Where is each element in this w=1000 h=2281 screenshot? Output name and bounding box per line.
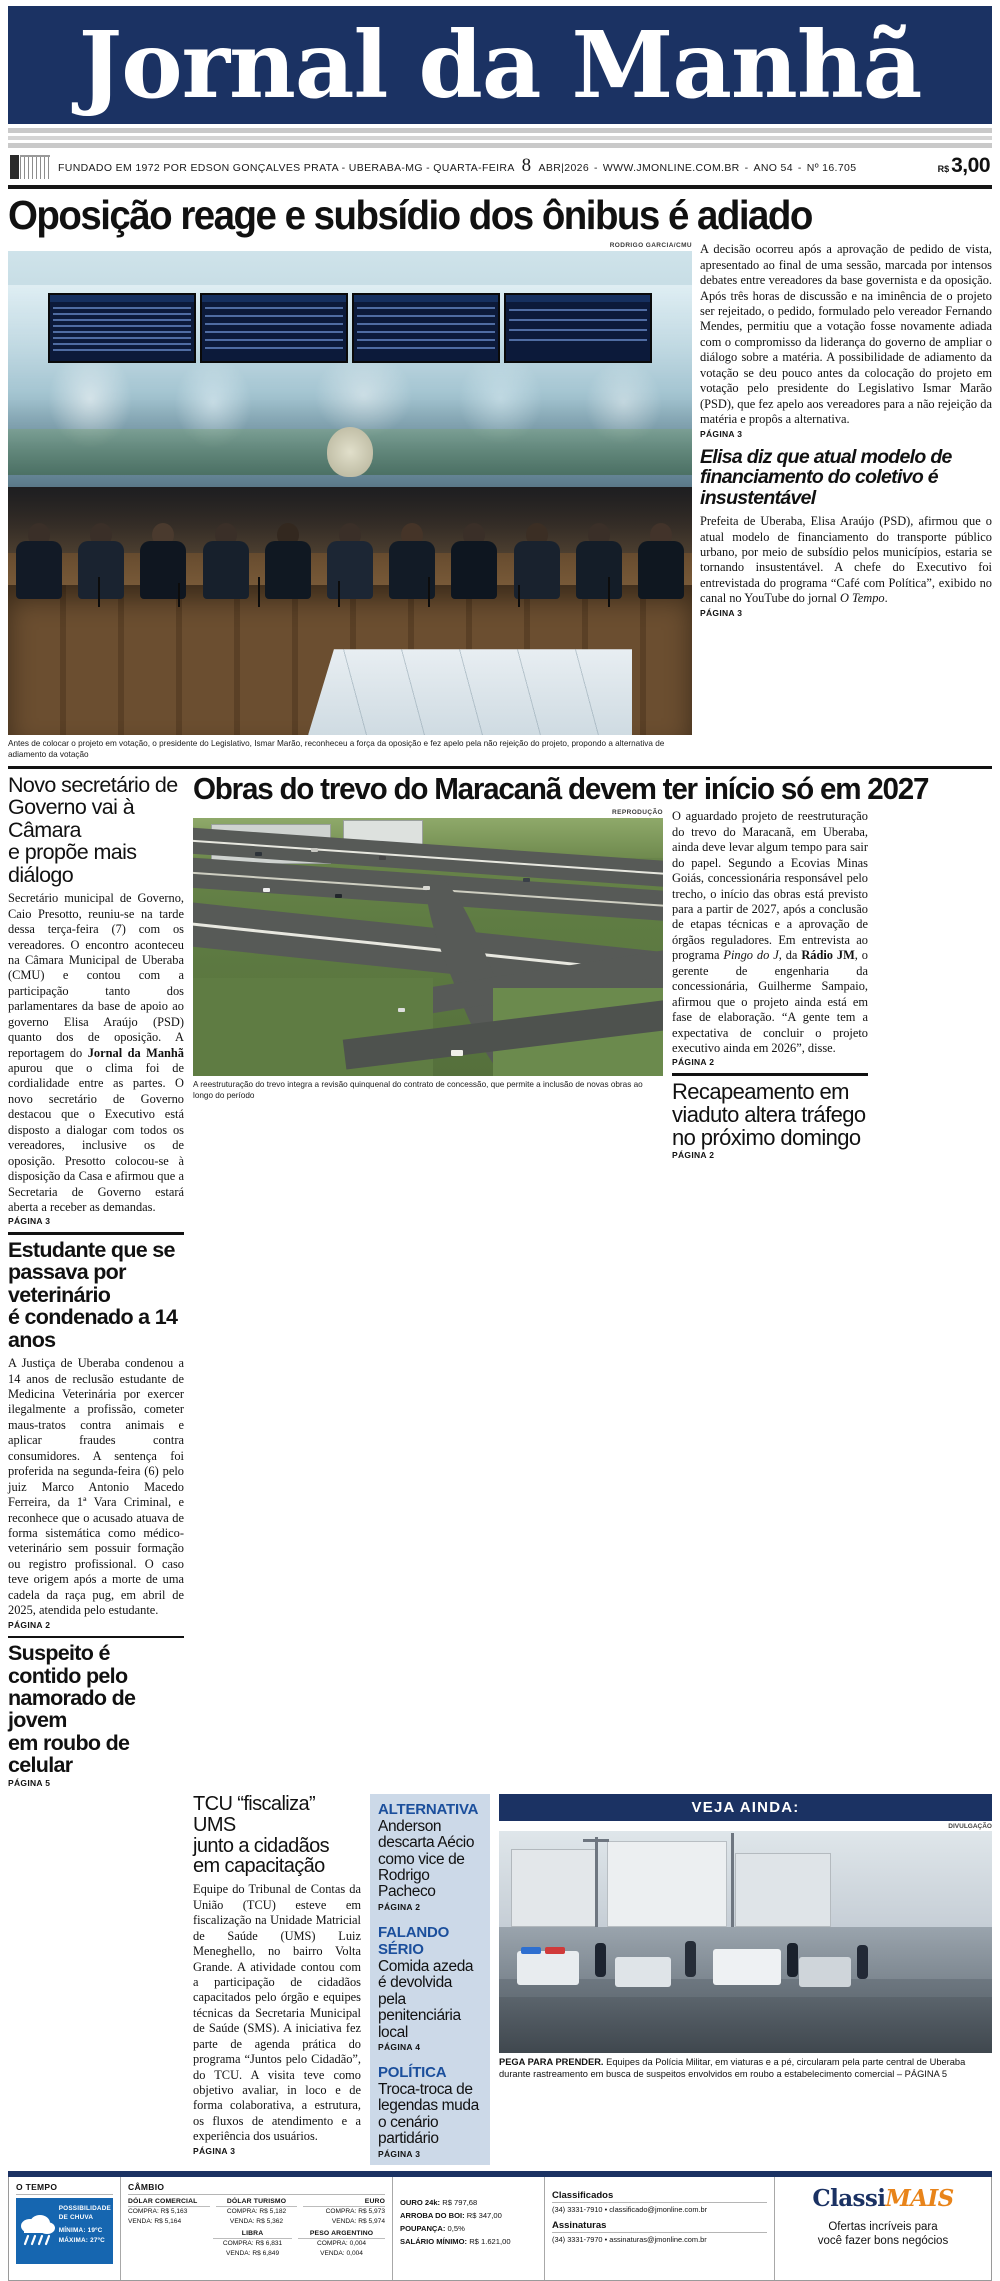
chamber-screens-icon bbox=[48, 293, 652, 363]
trevo-photo-credit: REPRODUÇÃO bbox=[612, 809, 663, 817]
secretario-headline-l1: Novo secretário de bbox=[8, 772, 178, 797]
secretario-body-b: apurou que o clima foi de cordialidade entre as partes. O novo secretário de Governo destacou que o Executivo está disposto a dialogar com todos os vereadores, inclusive os de oposição. Presotto colocou-se à disposição da Casa e afirmou que a Secretaria de Governo estará aberta a receber as demandas. bbox=[8, 1061, 184, 1214]
brief-kicker-2: POLÍTICA bbox=[378, 2064, 447, 2082]
index-label-2: POUPANÇA: bbox=[400, 2223, 446, 2233]
trevo-photo bbox=[193, 818, 663, 1076]
masthead-title: Jornal da Manhã bbox=[78, 11, 922, 119]
currency-name-3: LIBRA bbox=[213, 2230, 292, 2239]
contact-value-1[interactable]: (34) 3331-7970 • assinaturas@jmonline.com.br bbox=[552, 2234, 707, 2244]
veja-ainda-title: VEJA AINDA: bbox=[499, 1794, 992, 1821]
suspeito-divider bbox=[8, 1636, 184, 1639]
secretario-headline-l2: Governo vai à Câmara bbox=[8, 795, 135, 842]
top-block bbox=[8, 242, 992, 760]
price-value: 3,00 bbox=[951, 154, 990, 177]
currency-name-4: PESO ARGENTINO bbox=[298, 2230, 385, 2239]
year-label: ANO 54 bbox=[753, 162, 793, 174]
veja-ainda-caption bbox=[499, 2053, 992, 2081]
secretario-body-a: Secretário municipal de Governo, Caio Presotto, reuniu-se na tarde dessa terça-feira (7) com os vereadores. O encontro aconteceu na Câmara Municipal de Uberaba (CMU) e contou com a participação tanto dos parlamentares da base de apoio ao governo Elisa Araújo (PSD) quanto dos de oposição. A reportagem do bbox=[8, 891, 184, 1060]
masthead bbox=[8, 6, 992, 124]
suspeito-page-ref[interactable]: PÁGINA 5 bbox=[8, 1777, 51, 1788]
suspeito-headline-l1: Suspeito é contido pelo bbox=[8, 1641, 128, 1688]
tcu-headline[interactable] bbox=[193, 1794, 361, 1878]
veja-photo-credit: DIVULGAÇÃO bbox=[948, 1822, 992, 1830]
currency-buy-4: COMPRA: 0,004 bbox=[316, 2239, 367, 2247]
trevo-section bbox=[193, 771, 992, 1788]
veja-ainda-section bbox=[499, 1794, 992, 2165]
sep-1: - bbox=[594, 162, 598, 174]
elisa-page-ref[interactable]: PÁGINA 3 bbox=[700, 607, 743, 618]
lead-photo-column bbox=[8, 242, 692, 760]
trevo-photo-row bbox=[193, 809, 992, 1159]
contact-value-0[interactable]: (34) 3331-7910 • classificado@jmonline.com.br bbox=[552, 2204, 708, 2214]
suspeito-headline-l2: namorado de jovem bbox=[8, 1685, 136, 1733]
recapeamento-headline[interactable] bbox=[672, 1080, 868, 1149]
index-row-1 bbox=[400, 2209, 537, 2222]
currency-cell bbox=[121, 2177, 393, 2280]
index-label-0: OURO 24k: bbox=[400, 2197, 441, 2207]
elisa-body-part1: Prefeita de Uberaba, Elisa Araújo (PSD), afirmou que o atual modelo de financiamento do transporte público urbano, por meio de subsídio pelos municípios, estaria se tornando insustentável. A chefe do Executivo foi entrevistada do programa “Café com Política”, exibido no canal no YouTube do jornal bbox=[700, 514, 992, 606]
indices-cell bbox=[393, 2177, 545, 2280]
trevo-page-ref[interactable]: PÁGINA 2 bbox=[672, 1057, 715, 1068]
secretario-headline[interactable] bbox=[8, 774, 184, 886]
rain-cloud-icon bbox=[16, 2198, 59, 2264]
weather-min: MÍNIMA: 19ºC bbox=[58, 2227, 103, 2235]
currency-name-2: EURO bbox=[303, 2198, 385, 2207]
mid-divider bbox=[8, 766, 992, 769]
veja-caption-lead: PEGA PARA PRENDER. bbox=[499, 2056, 604, 2067]
trevo-body-3: , o gerente de engenharia da concessionária, Guilherme Sampaio, afirmou que o projeto ainda está em fase de elaboração. “A gente tem a expectativa de concluir o projeto executivo ainda em 2026”, disse. bbox=[672, 948, 868, 1055]
index-value-3: R$ 1.621,00 bbox=[467, 2236, 511, 2246]
trevo-photo-column bbox=[193, 809, 663, 1159]
estudante-headline-l2: passava por veterinário bbox=[8, 1260, 126, 1307]
tcu-page-ref[interactable]: PÁGINA 3 bbox=[193, 2145, 236, 2156]
recapeamento-divider bbox=[672, 1073, 868, 1076]
mid-block bbox=[8, 771, 992, 1788]
index-label-3: SALÁRIO MÍNIMO: bbox=[400, 2236, 468, 2246]
founded-text: FUNDADO EM 1972 POR EDSON GONÇALVES PRATA - UBERABA-MG - QUARTA-FEIRA bbox=[58, 162, 515, 174]
tcu-headline-l3: em capacitação bbox=[193, 1855, 325, 1878]
sep-2: - bbox=[744, 162, 749, 174]
contact-title-1: Assinaturas bbox=[552, 2220, 767, 2233]
index-label-1: ARROBA DO BOI: bbox=[400, 2210, 465, 2220]
estudante-headline-l1: Estudante que se bbox=[8, 1237, 175, 1262]
index-row-3 bbox=[400, 2235, 537, 2248]
recapeamento-headline-l2: viaduto altera tráfego bbox=[672, 1101, 866, 1127]
brief-item-0[interactable] bbox=[378, 1801, 482, 1912]
currency-sell-2: VENDA: R$ 5,974 bbox=[331, 2217, 386, 2225]
elisa-body bbox=[700, 514, 992, 607]
veja-ainda-photo bbox=[499, 1831, 992, 2053]
classimais-promo[interactable] bbox=[775, 2177, 991, 2280]
info-bar bbox=[8, 148, 992, 182]
secretario-body-bold: Jornal da Manhã bbox=[87, 1045, 184, 1060]
currency-sell-3: VENDA: R$ 6,849 bbox=[225, 2249, 280, 2257]
estudante-page-ref[interactable]: PÁGINA 2 bbox=[8, 1619, 51, 1630]
price bbox=[938, 154, 990, 178]
price-currency: R$ bbox=[937, 164, 950, 174]
index-row-0 bbox=[400, 2196, 537, 2209]
website-text[interactable]: WWW.JMONLINE.COM.BR bbox=[602, 162, 740, 174]
brief-kicker-0: ALTERNATIVA bbox=[378, 1800, 479, 1818]
brief-item-1[interactable] bbox=[378, 1924, 482, 2052]
brief-item-2[interactable] bbox=[378, 2064, 482, 2159]
trevo-text-column bbox=[672, 809, 868, 1159]
estudante-headline-l3: é condenado a 14 anos bbox=[8, 1305, 178, 1352]
trevo-body-1: O aguardado projeto de reestruturação do trevo do Maracanã, em Uberaba, ainda deve levar algum tempo para sair do papel. Segundo a Ecovias Minas Goiás, concessionária responsável pelo trecho, o início das obras está previsto para a partir de 2027, após a conclusão de etapas técnicas e a aprovação de órgãos reguladores. Em entrevista ao programa bbox=[672, 809, 868, 963]
building-icon bbox=[10, 153, 50, 179]
elisa-headline[interactable]: Elisa diz que atual modelo de financiamento do coletivo é insustentável bbox=[700, 445, 952, 510]
lead-photo-caption: Antes de colocar o projeto em votação, o presidente do Legislativo, Ismar Marão, reconheceu a força da oposição e fez apelo pela não rejeição do projeto, propondo a alternativa de adiamento da votação bbox=[8, 739, 665, 760]
trevo-body bbox=[672, 809, 868, 1056]
veja-caption-text: Equipes da Polícia Militar, em viaturas e a pé, circularam pela parte central de Uberaba durante rastreamento em busca de suspeitos envolvidos em roubo a estabelecimento comercial – PÁGINA 5 bbox=[499, 2056, 966, 2080]
currency-sell-0: VENDA: R$ 5,164 bbox=[128, 2217, 182, 2225]
footer-bar bbox=[8, 2171, 992, 2281]
lead-body: A decisão ocorreu após a aprovação de pedido de vista, apresentado ao final de uma sessão, marcada por intensos debates entre vereadores da base governista e da oposição. Após três horas de discussão e na iminência de o projeto ser rejeitado, o pedido, formulado pelo vereador Fernando Mendes, permitiu que a votação fosse novamente adiada com o compromisso da liderança do governo de ampliar o diálogo sobre a matéria. A possibilidade de adiamento da votação se deu pouco antes da colocação do projeto em votação pelo presidente do Legislativo Ismar Marão (PSD), que fez apelo aos vereadores para a não rejeição da matéria e propôs a alternativa. bbox=[700, 242, 992, 427]
classimais-tagline bbox=[775, 2212, 991, 2249]
contacts-cell bbox=[545, 2177, 775, 2280]
recapeamento-headline-l1: Recapeamento em bbox=[672, 1078, 849, 1104]
contact-title-0: Classificados bbox=[552, 2190, 767, 2203]
estudante-divider bbox=[8, 1232, 184, 1235]
index-value-0: R$ 797,68 bbox=[440, 2197, 478, 2207]
edition-month-year: ABR|2026 bbox=[538, 162, 590, 174]
tcu-headline-l2: junto a cidadãos bbox=[193, 1834, 330, 1857]
brief-kicker-1: FALANDO SÉRIO bbox=[378, 1923, 450, 1958]
brief-headline-0: Anderson descarta Aécio como vice de Rodrigo Pacheco bbox=[378, 1817, 475, 1901]
secretario-column bbox=[8, 774, 184, 1788]
weather-title: O TEMPO bbox=[16, 2182, 113, 2195]
masthead-rules bbox=[8, 124, 992, 148]
secretario-body bbox=[8, 891, 184, 1215]
suspeito-headline[interactable] bbox=[8, 1642, 184, 1777]
currency-sell-1: VENDA: R$ 5,362 bbox=[229, 2217, 284, 2225]
trevo-headline[interactable]: Obras do trevo do Maracanã devem ter início só em 2027 bbox=[193, 771, 929, 806]
classimais-logo-part1: Classi bbox=[812, 2184, 886, 2212]
trevo-body-italic: Pingo do J bbox=[723, 948, 779, 963]
brief-headline-1: Comida azeda é devolvida pela penitenciária local bbox=[378, 1957, 474, 2041]
estudante-body: A Justiça de Uberaba condenou a 14 anos de reclusão estudante de Medicina Veterinária por exercer ilegalmente a profissão, cometer maus-tratos contra animais e aplicar fraudes contra consumidores. A sentença foi proferida na segunda-feira (6) pelo juiz Marco Antonio Macedo Ferreira, da 1ª Vara Criminal, e reconhece que o acusado atuava de forma sistemática como médico-veterinário sem possuir formação ou registro profissional. O caso teve origem após a morte de uma cadela da raça pug, em abril de 2025, atendida pelo estudante. bbox=[8, 1356, 184, 1618]
brief-page-1[interactable]: PÁGINA 4 bbox=[378, 2042, 421, 2053]
elisa-body-italic: O Tempo bbox=[839, 591, 885, 606]
currency-name-0: DÓLAR COMERCIAL bbox=[128, 2198, 210, 2207]
lead-headline[interactable]: Oposição reage e subsídio dos ônibus é adiado bbox=[8, 192, 812, 238]
recapeamento-page-ref[interactable]: PÁGINA 2 bbox=[672, 1149, 715, 1160]
weather-condition-1: POSSIBILIDADE bbox=[58, 2204, 111, 2212]
trevo-body-bold: Rádio JM bbox=[801, 948, 855, 963]
info-line bbox=[58, 155, 930, 177]
lead-page-ref[interactable]: PÁGINA 3 bbox=[700, 428, 743, 439]
index-row-2 bbox=[400, 2222, 537, 2235]
lower-spacer-column bbox=[8, 1794, 184, 2165]
estudante-headline[interactable] bbox=[8, 1239, 184, 1351]
currency-buy-2: COMPRA: R$ 5,973 bbox=[325, 2207, 386, 2215]
sidebar-briefs bbox=[370, 1794, 490, 2165]
issue-number: Nº 16.705 bbox=[806, 162, 857, 174]
currency-buy-1: COMPRA: R$ 5,182 bbox=[226, 2207, 287, 2215]
currency-title: CÂMBIO bbox=[128, 2182, 385, 2195]
classimais-logo-part2: MAIS bbox=[885, 2184, 954, 2212]
tcu-body: Equipe do Tribunal de Contas da União (TCU) esteve em fiscalização na Unidade Matricial de Saúde (UMS) Luiz Meneghello, no bairro Volta Grande. A atividade contou com a participação de cidadãos capacitados pelo órgão e equipes técnicas da Secretaria Municipal de Saúde (SMS). A iniciativa fez parte de agenda prática do programa “Juntos pelo Cidadão”, do TCU. A visita teve como objetivo avaliar, in loco e de forma colaborativa, a estrutura, os fluxos de atendimento e a experiência dos usuários. bbox=[193, 1882, 361, 2144]
lower-block bbox=[8, 1794, 992, 2165]
brief-page-2[interactable]: PÁGINA 3 bbox=[378, 2148, 421, 2159]
currency-name-1: DÓLAR TURISMO bbox=[216, 2198, 298, 2207]
index-value-2: 0,5% bbox=[445, 2223, 465, 2233]
header-divider bbox=[8, 185, 992, 189]
edition-day: 8 bbox=[521, 155, 532, 176]
lead-photo-credit: RODRIGO GARCIA/CMU bbox=[609, 242, 692, 250]
currency-sell-4: VENDA: 0,004 bbox=[320, 2249, 363, 2257]
classimais-logo bbox=[775, 2185, 991, 2212]
classimais-tagline-l1: Ofertas incríveis para bbox=[828, 2220, 938, 2233]
secretario-headline-l3: e propõe mais diálogo bbox=[8, 840, 137, 887]
trevo-photo-caption: A reestruturação do trevo integra a revisão quinquenal do contrato de concessão, que permite a inclusão de novas obras ao longo do período bbox=[193, 1080, 643, 1101]
lead-text-column bbox=[700, 242, 992, 760]
tcu-headline-l1: TCU “fiscaliza” UMS bbox=[193, 1792, 316, 1836]
lead-photo bbox=[8, 251, 692, 735]
tcu-column bbox=[193, 1794, 361, 2165]
weather-condition-2: DE CHUVA bbox=[58, 2213, 94, 2221]
sep-3: - bbox=[797, 162, 802, 174]
recapeamento-headline-l3: no próximo domingo bbox=[672, 1124, 861, 1150]
weather-max: MÁXIMA: 27ºC bbox=[58, 2236, 105, 2244]
suspeito-headline-l3: em roubo de celular bbox=[8, 1730, 130, 1778]
elisa-body-part2: . bbox=[884, 591, 888, 606]
index-value-1: R$ 347,00 bbox=[464, 2210, 502, 2220]
classimais-tagline-l2: você fazer bons negócios bbox=[817, 2235, 949, 2248]
currency-buy-3: COMPRA: R$ 6,831 bbox=[222, 2239, 283, 2247]
trevo-body-2: , da bbox=[778, 948, 802, 963]
secretario-page-ref[interactable]: PÁGINA 3 bbox=[8, 1216, 51, 1227]
currency-buy-0: COMPRA: R$ 5,163 bbox=[128, 2207, 188, 2215]
brief-page-0[interactable]: PÁGINA 2 bbox=[378, 1901, 421, 1912]
weather-cell bbox=[9, 2177, 121, 2280]
brief-headline-2: Troca-troca de legendas muda o cenário partidário bbox=[378, 2081, 479, 2148]
